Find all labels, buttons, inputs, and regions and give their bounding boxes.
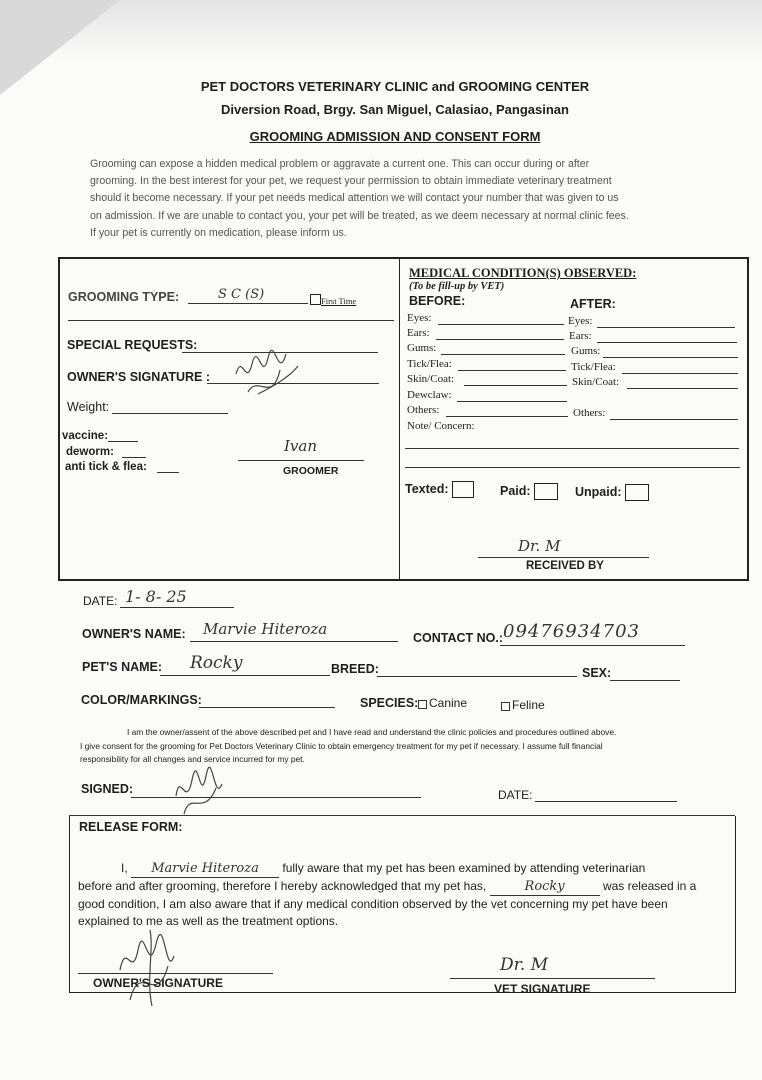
canine-checkbox[interactable] bbox=[418, 700, 427, 709]
note-line-2[interactable] bbox=[405, 467, 740, 468]
clinic-name: PET DOCTORS VETERINARY CLINIC and GROOMING CENTER bbox=[200, 79, 590, 94]
clinic-address: Diversion Road, Brgy. San Miguel, Calasiao, Pangasinan bbox=[221, 102, 569, 117]
medical-subtitle: (To be fill-up by VET) bbox=[409, 281, 505, 292]
sex-field[interactable] bbox=[610, 680, 680, 681]
before-others: Others: bbox=[407, 404, 440, 416]
sex-label: SEX: bbox=[582, 666, 612, 680]
date-label: DATE: bbox=[83, 594, 118, 608]
consent-line: responsibility for all changes and service incurred for my pet. bbox=[80, 754, 305, 764]
after-label: AFTER: bbox=[570, 297, 616, 311]
intro-line: should it become necessary. If your pet needs medical attention we will contact your number that was given to us bbox=[90, 192, 619, 205]
before-ears: Ears: bbox=[407, 327, 430, 339]
groomer-label: GROOMER bbox=[283, 465, 339, 477]
breed-label: BREED: bbox=[331, 662, 379, 676]
vaccine-label: vaccine: bbox=[62, 430, 109, 442]
groomer-name[interactable]: Ivan bbox=[284, 437, 318, 455]
signed-label: SIGNED: bbox=[81, 782, 134, 796]
unpaid-label: Unpaid: bbox=[575, 484, 649, 501]
intro-paragraph bbox=[90, 156, 700, 242]
before-dewclaw: Dewclaw: bbox=[407, 389, 452, 401]
release-owner-name: Marvie Hiteroza bbox=[151, 861, 259, 876]
contact-label: CONTACT NO.: bbox=[413, 631, 504, 645]
paid-label: Paid: bbox=[500, 483, 558, 500]
after-eyes: Eyes: bbox=[568, 315, 593, 327]
release-text-4: explained to me as well as the treatment options. bbox=[78, 914, 339, 928]
unpaid-checkbox[interactable] bbox=[625, 484, 649, 501]
weight-label: Weight: bbox=[67, 400, 110, 414]
release-owner-field[interactable] bbox=[131, 860, 279, 878]
species-label: SPECIES: bbox=[360, 696, 419, 710]
release-owner-signature-scribble bbox=[110, 920, 190, 1010]
release-pet-name: Rocky bbox=[524, 879, 565, 894]
signed-date-label: DATE: bbox=[498, 788, 533, 802]
paid-checkbox[interactable] bbox=[534, 483, 558, 500]
owner-signature-bottom-label: OWNER'S SIGNATURE bbox=[93, 976, 223, 990]
box-divider bbox=[399, 257, 400, 579]
contact-value[interactable]: 09476934703 bbox=[503, 621, 640, 642]
color-markings-label: COLOR/MARKINGS: bbox=[81, 693, 202, 707]
before-gums: Gums: bbox=[407, 342, 437, 354]
texted-label: Texted: bbox=[405, 481, 474, 498]
release-text-1: fully aware that my pet has been examined by attending veterinarian bbox=[282, 861, 646, 875]
consent-line: I give consent for the grooming for Pet Doctors Veterinary Clinic to obtain emergency treatment for my pet if necessary. I assume full financial bbox=[80, 740, 603, 751]
pet-name-value[interactable]: Rocky bbox=[190, 653, 243, 673]
before-tick-flea: Tick/Flea: bbox=[407, 358, 452, 370]
pet-name-label: PET'S NAME: bbox=[82, 660, 163, 674]
after-tick-flea: Tick/Flea: bbox=[571, 361, 616, 373]
medical-title: MEDICAL CONDITION(S) OBSERVED: bbox=[409, 266, 637, 280]
texted-checkbox[interactable] bbox=[452, 481, 474, 498]
release-pet-field[interactable] bbox=[490, 878, 600, 896]
vet-signature-label: VET SIGNATURE bbox=[494, 982, 591, 996]
before-label: BEFORE: bbox=[409, 294, 466, 308]
after-others: Others: bbox=[573, 407, 606, 419]
consent-line: I am the owner/assent of the above described pet and I have read and understand the clinic policies and procedures outlined above. bbox=[127, 727, 617, 737]
special-requests-label: SPECIAL REQUESTS: bbox=[67, 338, 198, 352]
owner-name-value[interactable]: Marvie Hiteroza bbox=[203, 620, 328, 638]
release-text-2b: was released in a bbox=[602, 879, 697, 893]
grooming-type-label: GROOMING TYPE: bbox=[68, 290, 180, 304]
release-text-3: good condition, I am also aware that if any medical condition observed by the vet concerning my pet have been bbox=[78, 897, 668, 911]
note-line-1[interactable] bbox=[405, 448, 739, 449]
date-value[interactable]: 1- 8- 25 bbox=[125, 587, 187, 606]
received-by-label: RECEIVED BY bbox=[526, 560, 604, 572]
consent-signature-scribble bbox=[170, 760, 230, 820]
note-concern-label: Note/ Concern: bbox=[407, 420, 475, 432]
release-title: RELEASE FORM: bbox=[79, 820, 183, 834]
intro-line: on admission. If we are unable to contact you, your pet will be treated, as we deem necessary at normal clinic fees. bbox=[90, 209, 629, 222]
release-text-2a: before and after grooming, therefore I hereby acknowledged that my pet has, bbox=[78, 879, 487, 893]
owner-signature-scribble bbox=[228, 344, 308, 404]
before-eyes: Eyes: bbox=[407, 312, 432, 324]
owner-signature-label: OWNER'S SIGNATURE : bbox=[67, 370, 211, 384]
weight-field[interactable] bbox=[112, 413, 228, 414]
feline-label: Feline bbox=[512, 698, 545, 712]
grooming-type-value[interactable]: S C (S) bbox=[218, 287, 265, 302]
intro-line: If your pet is currently on medication, please inform us. bbox=[90, 226, 347, 239]
feline-checkbox[interactable] bbox=[501, 702, 510, 711]
form-title: GROOMING ADMISSION AND CONSENT FORM bbox=[249, 129, 541, 144]
after-skin-coat: Skin/Coat: bbox=[572, 376, 620, 388]
release-prefix: I, bbox=[121, 861, 128, 875]
color-markings-field[interactable] bbox=[199, 707, 335, 708]
owner-name-label: OWNER'S NAME: bbox=[82, 627, 186, 641]
first-time-label: First Time bbox=[321, 296, 357, 306]
intro-line: Grooming can expose a hidden medical problem or aggravate a current one. This can occur during or after bbox=[90, 158, 590, 170]
breed-field[interactable] bbox=[377, 676, 577, 677]
vet-signature-value[interactable]: Dr. M bbox=[500, 955, 549, 975]
after-gums: Gums: bbox=[571, 345, 601, 357]
received-by-value[interactable]: Dr. M bbox=[518, 537, 561, 555]
after-ears: Ears: bbox=[569, 330, 592, 342]
anti-tick-label: anti tick & flea: bbox=[65, 461, 147, 473]
intro-line: grooming. In the best interest for your pet, we request your permission to obtain immediate veterinary treatment bbox=[90, 175, 612, 188]
deworm-label: deworm: bbox=[66, 446, 114, 458]
signed-date-field[interactable] bbox=[535, 801, 677, 802]
canine-label: Canine bbox=[429, 696, 468, 710]
before-skin-coat: Skin/Coat: bbox=[407, 373, 455, 385]
first-time-checkbox[interactable] bbox=[310, 294, 321, 305]
